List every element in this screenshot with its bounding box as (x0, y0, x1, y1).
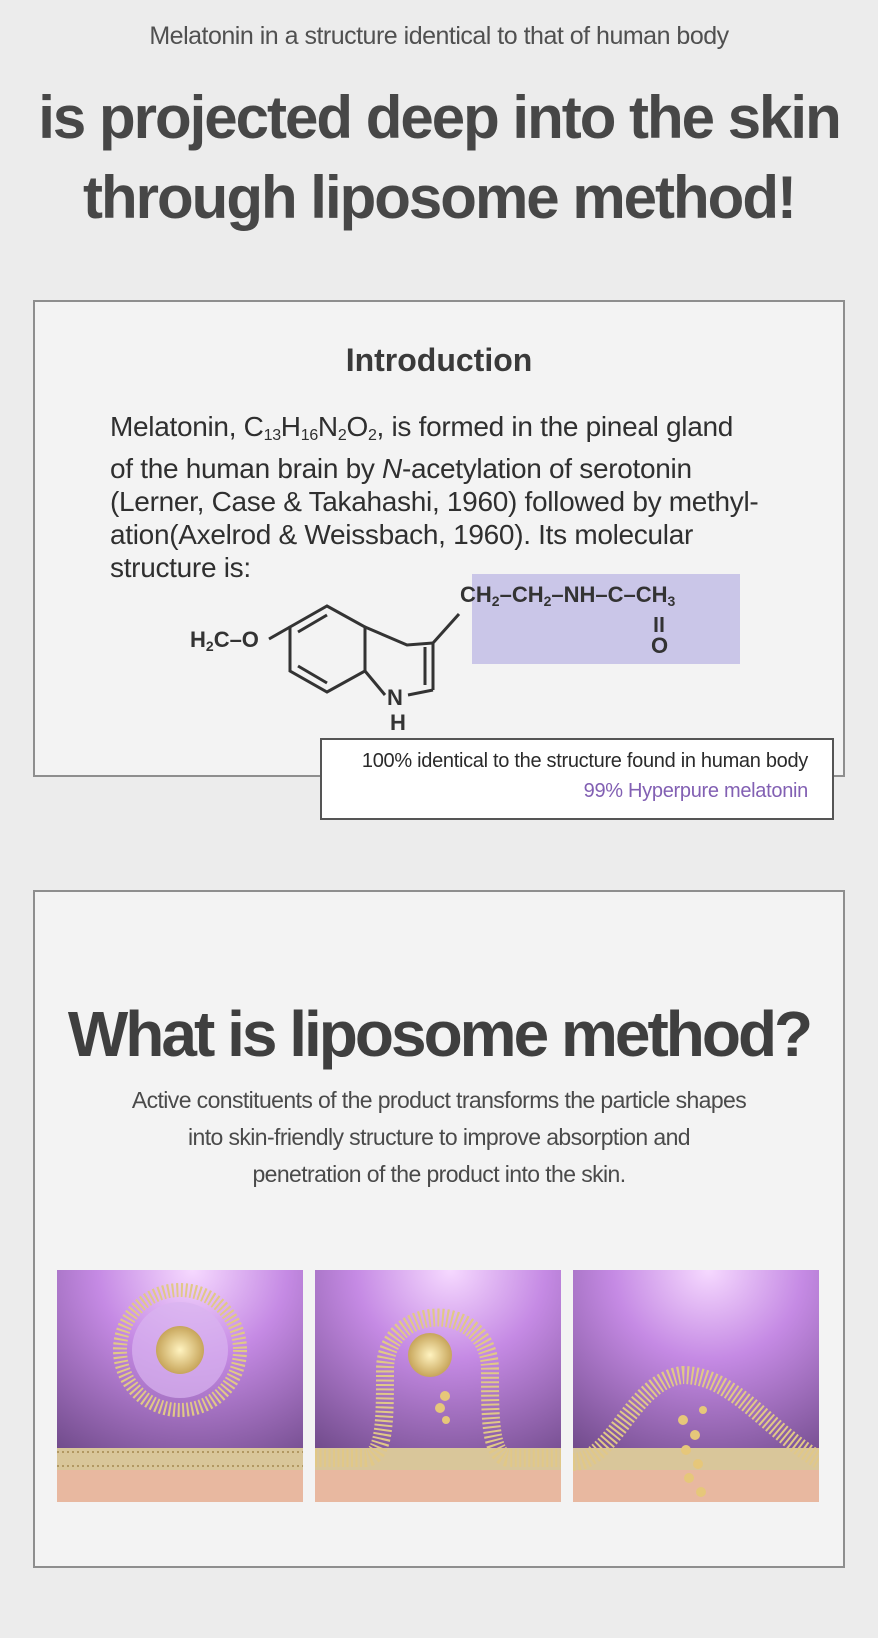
intro-text-line-5: structure is: (110, 552, 251, 583)
page-subtitle: Melatonin in a structure identical to that of human body (149, 22, 729, 50)
side-chain-label: CH2–CH2–NH–C–CH3 (460, 582, 676, 609)
structure-caption-box (320, 738, 834, 820)
ring-hydrogen-label: H (390, 710, 406, 735)
intro-text-line-3: (Lerner, Case & Takahashi, 1960) followed by methyl- (110, 486, 759, 517)
headline-line-2: through liposome method! (83, 164, 795, 231)
caption-line-2: 99% Hyperpure melatonin (583, 780, 808, 802)
liposome-frame-2-image (315, 1270, 561, 1502)
melatonin-structure-diagram (35, 302, 843, 775)
liposome-desc-line-3: penetration of the product into the skin. (252, 1161, 626, 1187)
page-headline (0, 78, 878, 238)
ring-nitrogen-label: N (387, 685, 403, 710)
liposome-description (35, 1082, 843, 1193)
introduction-title: Introduction (345, 342, 533, 378)
liposome-frame-1-image (57, 1270, 303, 1502)
liposome-desc-line-1: Active constituents of the product transforms the particle shapes (131, 1087, 747, 1113)
introduction-panel (33, 300, 845, 777)
liposome-illustration-strip (57, 1270, 823, 1502)
liposome-panel (33, 890, 845, 1568)
caption-line-1: 100% identical to the structure found in human body (361, 750, 808, 772)
intro-text-line-4: ation(Axelrod & Weissbach, 1960). Its molecular (110, 519, 693, 550)
pyrrole-ring-top (365, 627, 433, 645)
benzene-ring (290, 606, 365, 692)
methoxy-label: H2C–O (190, 627, 259, 654)
intro-text-line-2: of the human brain by N-acetylation of serotonin (110, 453, 692, 484)
liposome-title: What is liposome method? (67, 998, 811, 1070)
carbonyl-oxygen-label: O (651, 633, 669, 658)
molecule-bonds (269, 606, 662, 695)
headline-line-1: is projected deep into the skin (38, 84, 840, 151)
liposome-frame-3-image (573, 1270, 819, 1502)
liposome-desc-line-2: into skin-friendly structure to improve absorption and (188, 1124, 690, 1150)
intro-text-line-1: Melatonin, $C_{13}H_{16}N_2O_2$, is formed in the pineal gland (110, 411, 734, 444)
